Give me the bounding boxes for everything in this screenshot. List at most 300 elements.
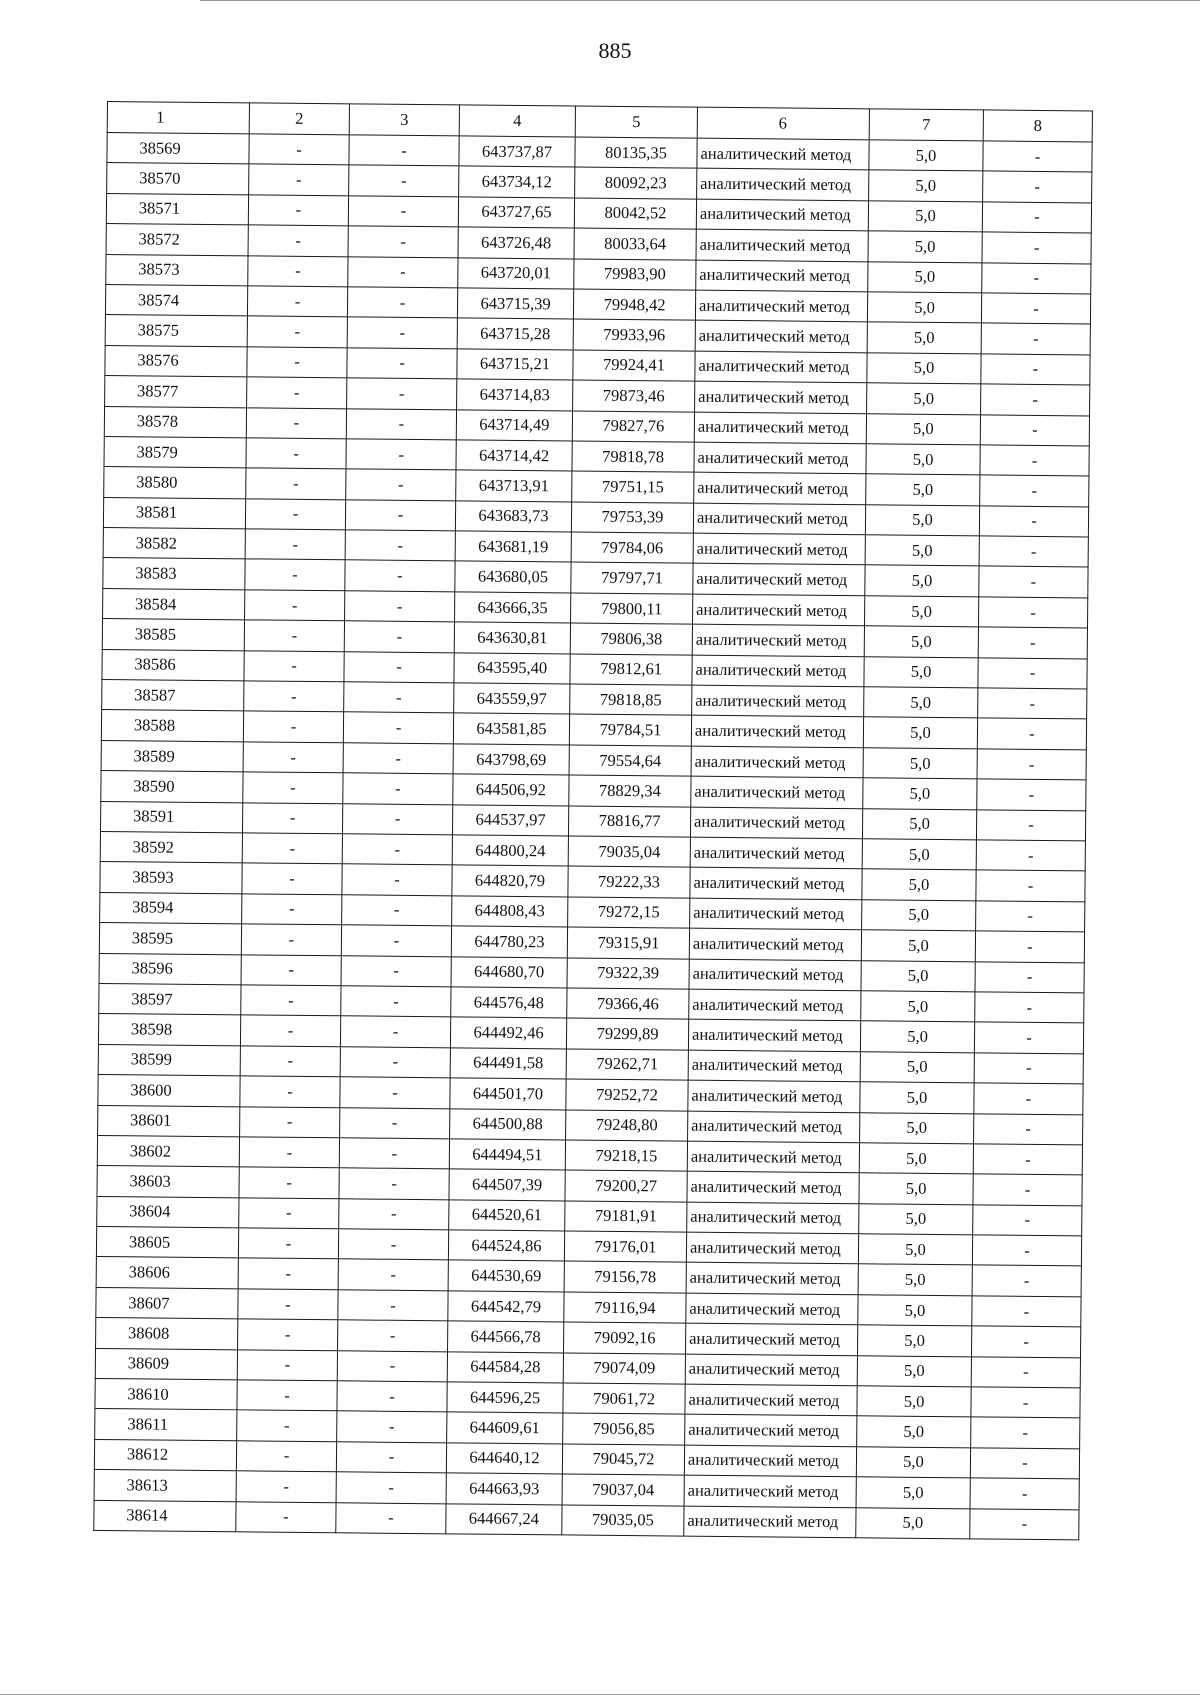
- col2-cell: -: [245, 590, 345, 621]
- method-cell: аналитический метод: [695, 351, 867, 383]
- method-cell: аналитический метод: [697, 169, 869, 201]
- y-coordinate-cell: 79818,85: [570, 684, 692, 716]
- method-cell: аналитический метод: [688, 1019, 860, 1051]
- col3-cell: -: [344, 682, 454, 713]
- col2-cell: -: [247, 286, 347, 317]
- method-cell: аналитический метод: [686, 1323, 858, 1355]
- col8-cell: -: [973, 1205, 1082, 1236]
- col3-cell: -: [337, 1350, 447, 1381]
- col2-cell: -: [245, 499, 345, 530]
- col3-cell: -: [346, 469, 456, 500]
- point-number-cell: 38614: [94, 1500, 236, 1532]
- point-number-cell: 38605: [96, 1227, 238, 1259]
- x-coordinate-cell: 643737,87: [459, 136, 575, 168]
- point-number-cell: 38572: [106, 224, 248, 256]
- y-coordinate-cell: 79200,27: [565, 1170, 687, 1202]
- y-coordinate-cell: 79806,38: [570, 623, 692, 655]
- x-coordinate-cell: 643714,83: [457, 379, 573, 411]
- y-coordinate-cell: 79262,71: [566, 1049, 688, 1081]
- col2-cell: -: [239, 1197, 339, 1228]
- col8-cell: -: [980, 414, 1089, 445]
- method-cell: аналитический метод: [688, 1111, 860, 1143]
- accuracy-cell: 5,0: [867, 322, 981, 353]
- col3-cell: -: [340, 1077, 450, 1108]
- col3-cell: -: [336, 1502, 446, 1533]
- method-cell: аналитический метод: [687, 1202, 859, 1234]
- col3-cell: -: [343, 773, 453, 804]
- x-coordinate-cell: 644566,78: [448, 1321, 564, 1353]
- col8-cell: -: [977, 718, 1086, 749]
- col2-cell: -: [244, 681, 344, 712]
- col2-cell: -: [238, 1228, 338, 1259]
- point-number-cell: 38569: [107, 133, 249, 165]
- y-coordinate-cell: 79983,90: [574, 259, 696, 291]
- x-coordinate-cell: 644680,70: [451, 956, 567, 988]
- col3-cell: -: [345, 591, 455, 622]
- col8-cell: -: [981, 384, 1090, 415]
- point-number-cell: 38591: [100, 801, 242, 833]
- x-coordinate-cell: 644501,70: [450, 1078, 566, 1110]
- y-coordinate-cell: 79315,91: [567, 927, 689, 959]
- col2-cell: -: [246, 438, 346, 469]
- method-cell: аналитический метод: [686, 1293, 858, 1325]
- col3-cell: -: [349, 135, 459, 166]
- accuracy-cell: 5,0: [862, 808, 976, 839]
- y-coordinate-cell: 79812,61: [570, 654, 692, 686]
- method-cell: аналитический метод: [696, 199, 868, 231]
- col8-cell: -: [972, 1296, 1081, 1327]
- method-cell: аналитический метод: [685, 1354, 857, 1386]
- point-number-cell: 38602: [97, 1135, 239, 1167]
- col8-cell: -: [981, 354, 1090, 385]
- method-cell: аналитический метод: [694, 442, 866, 474]
- x-coordinate-cell: 643713,91: [456, 470, 572, 502]
- x-coordinate-cell: 644596,25: [447, 1382, 563, 1414]
- point-number-cell: 38581: [103, 497, 245, 529]
- y-coordinate-cell: 79037,04: [562, 1474, 684, 1506]
- accuracy-cell: 5,0: [863, 778, 977, 809]
- col2-cell: -: [247, 347, 347, 378]
- x-coordinate-cell: 644530,69: [448, 1260, 564, 1292]
- table-container: [93, 101, 1093, 1540]
- point-number-cell: 38609: [95, 1348, 237, 1380]
- accuracy-cell: 5,0: [862, 900, 976, 931]
- x-coordinate-cell: 643715,39: [457, 288, 573, 320]
- col2-cell: -: [237, 1380, 337, 1411]
- y-coordinate-cell: 79933,96: [573, 319, 695, 351]
- point-number-cell: 38612: [94, 1439, 236, 1471]
- col8-cell: -: [978, 627, 1087, 658]
- point-number-cell: 38610: [95, 1378, 237, 1410]
- y-coordinate-cell: 79092,16: [564, 1322, 686, 1354]
- y-coordinate-cell: 78829,34: [569, 775, 691, 807]
- col8-cell: -: [979, 536, 1088, 567]
- x-coordinate-cell: 644492,46: [450, 1017, 566, 1049]
- accuracy-cell: 5,0: [864, 596, 978, 627]
- x-coordinate-cell: 644524,86: [448, 1230, 564, 1262]
- point-number-cell: 38577: [105, 376, 247, 408]
- point-number-cell: 38588: [101, 710, 243, 742]
- col3-cell: -: [349, 165, 459, 196]
- x-coordinate-cell: 643734,12: [459, 166, 575, 198]
- col2-cell: -: [246, 407, 346, 438]
- y-coordinate-cell: 80033,64: [574, 228, 696, 260]
- accuracy-cell: 5,0: [868, 231, 982, 262]
- x-coordinate-cell: 644494,51: [449, 1139, 565, 1171]
- point-number-cell: 38613: [94, 1470, 236, 1502]
- point-number-cell: 38595: [99, 923, 241, 955]
- col3-cell: -: [348, 226, 458, 257]
- col2-cell: -: [237, 1410, 337, 1441]
- col8-cell: -: [975, 961, 1084, 992]
- x-coordinate-cell: 644667,24: [446, 1503, 562, 1535]
- col2-cell: -: [241, 954, 341, 985]
- x-coordinate-cell: 644808,43: [452, 896, 568, 928]
- method-cell: аналитический метод: [686, 1232, 858, 1264]
- col3-cell: -: [340, 1016, 450, 1047]
- accuracy-cell: 5,0: [865, 565, 979, 596]
- column-header: 5: [575, 106, 697, 138]
- col2-cell: -: [247, 377, 347, 408]
- col3-cell: -: [339, 1138, 449, 1169]
- point-number-cell: 38594: [100, 892, 242, 924]
- y-coordinate-cell: 79818,78: [572, 441, 694, 473]
- x-coordinate-cell: 643715,21: [457, 349, 573, 381]
- col3-cell: -: [345, 499, 455, 530]
- y-coordinate-cell: 79554,64: [569, 745, 691, 777]
- method-cell: аналитический метод: [697, 138, 869, 170]
- col3-cell: -: [338, 1320, 448, 1351]
- x-coordinate-cell: 643595,40: [454, 652, 570, 684]
- method-cell: аналитический метод: [696, 260, 868, 292]
- col8-cell: -: [980, 445, 1089, 476]
- col8-cell: -: [971, 1326, 1080, 1357]
- x-coordinate-cell: 644576,48: [451, 987, 567, 1019]
- column-header: 7: [869, 109, 983, 141]
- method-cell: аналитический метод: [691, 716, 863, 748]
- accuracy-cell: 5,0: [865, 535, 979, 566]
- y-coordinate-cell: 79074,09: [563, 1353, 685, 1385]
- column-header: 2: [249, 103, 349, 135]
- col3-cell: -: [345, 530, 455, 561]
- point-number-cell: 38584: [103, 588, 245, 620]
- x-coordinate-cell: 643727,65: [458, 197, 574, 229]
- x-coordinate-cell: 644663,93: [446, 1473, 562, 1505]
- col2-cell: -: [242, 894, 342, 925]
- y-coordinate-cell: 79222,33: [568, 866, 690, 898]
- col8-cell: -: [975, 931, 1084, 962]
- col3-cell: -: [338, 1259, 448, 1290]
- accuracy-cell: 5,0: [857, 1386, 971, 1417]
- y-coordinate-cell: 79056,85: [563, 1413, 685, 1445]
- table-body: [94, 133, 1092, 1540]
- column-header: 8: [983, 110, 1092, 142]
- accuracy-cell: 5,0: [866, 413, 980, 444]
- point-number-cell: 38589: [101, 740, 243, 772]
- y-coordinate-cell: 80042,52: [574, 198, 696, 230]
- col2-cell: -: [244, 650, 344, 681]
- x-coordinate-cell: 644609,61: [447, 1412, 563, 1444]
- point-number-cell: 38576: [105, 345, 247, 377]
- col2-cell: -: [239, 1167, 339, 1198]
- point-number-cell: 38600: [98, 1075, 240, 1107]
- x-coordinate-cell: 644506,92: [453, 774, 569, 806]
- point-number-cell: 38587: [102, 680, 244, 712]
- col8-cell: -: [977, 779, 1086, 810]
- point-number-cell: 38574: [105, 284, 247, 316]
- col8-cell: -: [977, 749, 1086, 780]
- col2-cell: -: [245, 559, 345, 590]
- col3-cell: -: [340, 1107, 450, 1138]
- col2-cell: -: [245, 529, 345, 560]
- point-number-cell: 38583: [103, 558, 245, 590]
- col8-cell: -: [974, 1053, 1083, 1084]
- col2-cell: -: [240, 1106, 340, 1137]
- x-coordinate-cell: 643630,81: [454, 622, 570, 654]
- accuracy-cell: 5,0: [860, 1112, 974, 1143]
- col3-cell: -: [344, 651, 454, 682]
- col3-cell: -: [341, 955, 451, 986]
- method-cell: аналитический метод: [693, 564, 865, 596]
- accuracy-cell: 5,0: [862, 869, 976, 900]
- col8-cell: -: [976, 840, 1085, 871]
- col8-cell: -: [983, 141, 1092, 172]
- x-coordinate-cell: 643798,69: [453, 744, 569, 776]
- method-cell: аналитический метод: [689, 989, 861, 1021]
- y-coordinate-cell: 80092,23: [575, 167, 697, 199]
- accuracy-cell: 5,0: [867, 353, 981, 384]
- accuracy-cell: 5,0: [859, 1203, 973, 1234]
- col3-cell: -: [336, 1442, 446, 1473]
- col8-cell: -: [982, 202, 1091, 233]
- x-coordinate-cell: 644820,79: [452, 865, 568, 897]
- col8-cell: -: [982, 262, 1091, 293]
- col8-cell: -: [979, 506, 1088, 537]
- col3-cell: -: [341, 986, 451, 1017]
- page-number: 885: [598, 38, 632, 63]
- col3-cell: -: [337, 1381, 447, 1412]
- accuracy-cell: 5,0: [856, 1477, 970, 1508]
- y-coordinate-cell: 79827,76: [572, 410, 694, 442]
- col2-cell: -: [238, 1258, 338, 1289]
- method-cell: аналитический метод: [695, 290, 867, 322]
- col8-cell: -: [971, 1356, 1080, 1387]
- y-coordinate-cell: 79116,94: [564, 1292, 686, 1324]
- x-coordinate-cell: 643666,35: [455, 592, 571, 624]
- accuracy-cell: 5,0: [861, 930, 975, 961]
- accuracy-cell: 5,0: [861, 991, 975, 1022]
- point-number-cell: 38601: [98, 1105, 240, 1137]
- col3-cell: -: [345, 560, 455, 591]
- accuracy-cell: 5,0: [867, 383, 981, 414]
- y-coordinate-cell: 79035,04: [568, 836, 690, 868]
- col2-cell: -: [246, 468, 346, 499]
- x-coordinate-cell: 644520,61: [449, 1200, 565, 1232]
- col8-cell: -: [970, 1448, 1079, 1479]
- x-coordinate-cell: 644507,39: [449, 1169, 565, 1201]
- col3-cell: -: [346, 408, 456, 439]
- point-number-cell: 38579: [104, 436, 246, 468]
- col8-cell: -: [973, 1174, 1082, 1205]
- point-number-cell: 38607: [96, 1287, 238, 1319]
- col8-cell: -: [978, 658, 1087, 689]
- y-coordinate-cell: 79366,46: [567, 988, 689, 1020]
- accuracy-cell: 5,0: [860, 1021, 974, 1052]
- col2-cell: -: [242, 863, 342, 894]
- col8-cell: -: [975, 992, 1084, 1023]
- x-coordinate-cell: 643683,73: [455, 501, 571, 533]
- col2-cell: -: [243, 772, 343, 803]
- accuracy-cell: 5,0: [863, 717, 977, 748]
- method-cell: аналитический метод: [692, 685, 864, 717]
- method-cell: аналитический метод: [693, 594, 865, 626]
- col3-cell: -: [342, 864, 452, 895]
- method-cell: аналитический метод: [696, 229, 868, 261]
- method-cell: аналитический метод: [689, 928, 861, 960]
- y-coordinate-cell: 79156,78: [564, 1261, 686, 1293]
- method-cell: аналитический метод: [690, 898, 862, 930]
- x-coordinate-cell: 643720,01: [458, 257, 574, 289]
- y-coordinate-cell: 79248,80: [566, 1109, 688, 1141]
- col2-cell: -: [240, 1076, 340, 1107]
- col8-cell: -: [976, 901, 1085, 932]
- y-coordinate-cell: 78816,77: [568, 806, 690, 838]
- col3-cell: -: [342, 895, 452, 926]
- col2-cell: -: [243, 742, 343, 773]
- method-cell: аналитический метод: [693, 533, 865, 565]
- method-cell: аналитический метод: [684, 1475, 856, 1507]
- col3-cell: -: [348, 196, 458, 227]
- y-coordinate-cell: 79800,11: [571, 593, 693, 625]
- method-cell: аналитический метод: [688, 1050, 860, 1082]
- method-cell: аналитический метод: [685, 1384, 857, 1416]
- col2-cell: -: [237, 1349, 337, 1380]
- col2-cell: -: [240, 1015, 340, 1046]
- accuracy-cell: 5,0: [866, 444, 980, 475]
- point-number-cell: 38611: [95, 1409, 237, 1441]
- col2-cell: -: [249, 164, 349, 195]
- col8-cell: -: [974, 1022, 1083, 1053]
- col3-cell: -: [336, 1472, 446, 1503]
- method-cell: аналитический метод: [694, 412, 866, 444]
- method-cell: аналитический метод: [691, 746, 863, 778]
- col3-cell: -: [343, 743, 453, 774]
- method-cell: аналитический метод: [684, 1445, 856, 1477]
- x-coordinate-cell: 644542,79: [448, 1291, 564, 1323]
- accuracy-cell: 5,0: [860, 1082, 974, 1113]
- point-number-cell: 38571: [106, 193, 248, 225]
- col8-cell: -: [980, 475, 1089, 506]
- accuracy-cell: 5,0: [862, 839, 976, 870]
- method-cell: аналитический метод: [690, 868, 862, 900]
- coordinates-table: [93, 101, 1093, 1540]
- x-coordinate-cell: 643714,42: [456, 440, 572, 472]
- col8-cell: -: [970, 1478, 1079, 1509]
- accuracy-cell: 5,0: [867, 292, 981, 323]
- y-coordinate-cell: 79873,46: [573, 380, 695, 412]
- x-coordinate-cell: 644640,12: [446, 1443, 562, 1475]
- accuracy-cell: 5,0: [857, 1355, 971, 1386]
- col3-cell: -: [344, 621, 454, 652]
- accuracy-cell: 5,0: [856, 1507, 970, 1538]
- method-cell: аналитический метод: [692, 624, 864, 656]
- col2-cell: -: [243, 711, 343, 742]
- col3-cell: -: [342, 834, 452, 865]
- col2-cell: -: [238, 1289, 338, 1320]
- x-coordinate-cell: 643715,28: [457, 318, 573, 350]
- col3-cell: -: [340, 1047, 450, 1078]
- accuracy-cell: 5,0: [856, 1447, 970, 1478]
- y-coordinate-cell: 79797,71: [571, 562, 693, 594]
- col8-cell: -: [983, 171, 1092, 202]
- point-number-cell: 38590: [101, 771, 243, 803]
- point-number-cell: 38573: [106, 254, 248, 286]
- col8-cell: -: [982, 232, 1091, 263]
- point-number-cell: 38575: [105, 315, 247, 347]
- point-number-cell: 38585: [102, 619, 244, 651]
- accuracy-cell: 5,0: [857, 1416, 971, 1447]
- x-coordinate-cell: 644800,24: [452, 835, 568, 867]
- col2-cell: -: [248, 255, 348, 286]
- y-coordinate-cell: 79784,51: [569, 714, 691, 746]
- accuracy-cell: 5,0: [869, 170, 983, 201]
- column-header: 4: [459, 105, 575, 137]
- point-number-cell: 38604: [97, 1196, 239, 1228]
- accuracy-cell: 5,0: [864, 687, 978, 718]
- col2-cell: -: [236, 1441, 336, 1472]
- point-number-cell: 38596: [99, 953, 241, 985]
- y-coordinate-cell: 79045,72: [562, 1444, 684, 1476]
- col3-cell: -: [343, 712, 453, 743]
- col2-cell: -: [249, 134, 349, 165]
- method-cell: аналитический метод: [695, 381, 867, 413]
- accuracy-cell: 5,0: [859, 1173, 973, 1204]
- accuracy-cell: 5,0: [858, 1264, 972, 1295]
- y-coordinate-cell: 79299,89: [566, 1018, 688, 1050]
- col3-cell: -: [339, 1198, 449, 1229]
- accuracy-cell: 5,0: [865, 504, 979, 535]
- col8-cell: -: [971, 1417, 1080, 1448]
- col8-cell: -: [978, 688, 1087, 719]
- accuracy-cell: 5,0: [869, 140, 983, 171]
- col8-cell: -: [979, 566, 1088, 597]
- col2-cell: -: [247, 316, 347, 347]
- accuracy-cell: 5,0: [864, 626, 978, 657]
- point-number-cell: 38603: [97, 1166, 239, 1198]
- x-coordinate-cell: 644491,58: [450, 1048, 566, 1080]
- col2-cell: -: [240, 1046, 340, 1077]
- method-cell: аналитический метод: [689, 959, 861, 991]
- col3-cell: -: [341, 925, 451, 956]
- col3-cell: -: [338, 1290, 448, 1321]
- method-cell: аналитический метод: [693, 503, 865, 535]
- method-cell: аналитический метод: [687, 1141, 859, 1173]
- method-cell: аналитический метод: [685, 1415, 857, 1447]
- x-coordinate-cell: 643726,48: [458, 227, 574, 259]
- point-number-cell: 38582: [103, 528, 245, 560]
- accuracy-cell: 5,0: [857, 1325, 971, 1356]
- point-number-cell: 38592: [100, 831, 242, 863]
- col2-cell: -: [248, 195, 348, 226]
- col8-cell: -: [974, 1113, 1083, 1144]
- col8-cell: -: [976, 870, 1085, 901]
- point-number-cell: 38608: [96, 1318, 238, 1350]
- x-coordinate-cell: 643581,85: [453, 713, 569, 745]
- col3-cell: -: [338, 1229, 448, 1260]
- x-coordinate-cell: 644500,88: [450, 1108, 566, 1140]
- x-coordinate-cell: 644537,97: [452, 804, 568, 836]
- column-header: 6: [697, 107, 869, 140]
